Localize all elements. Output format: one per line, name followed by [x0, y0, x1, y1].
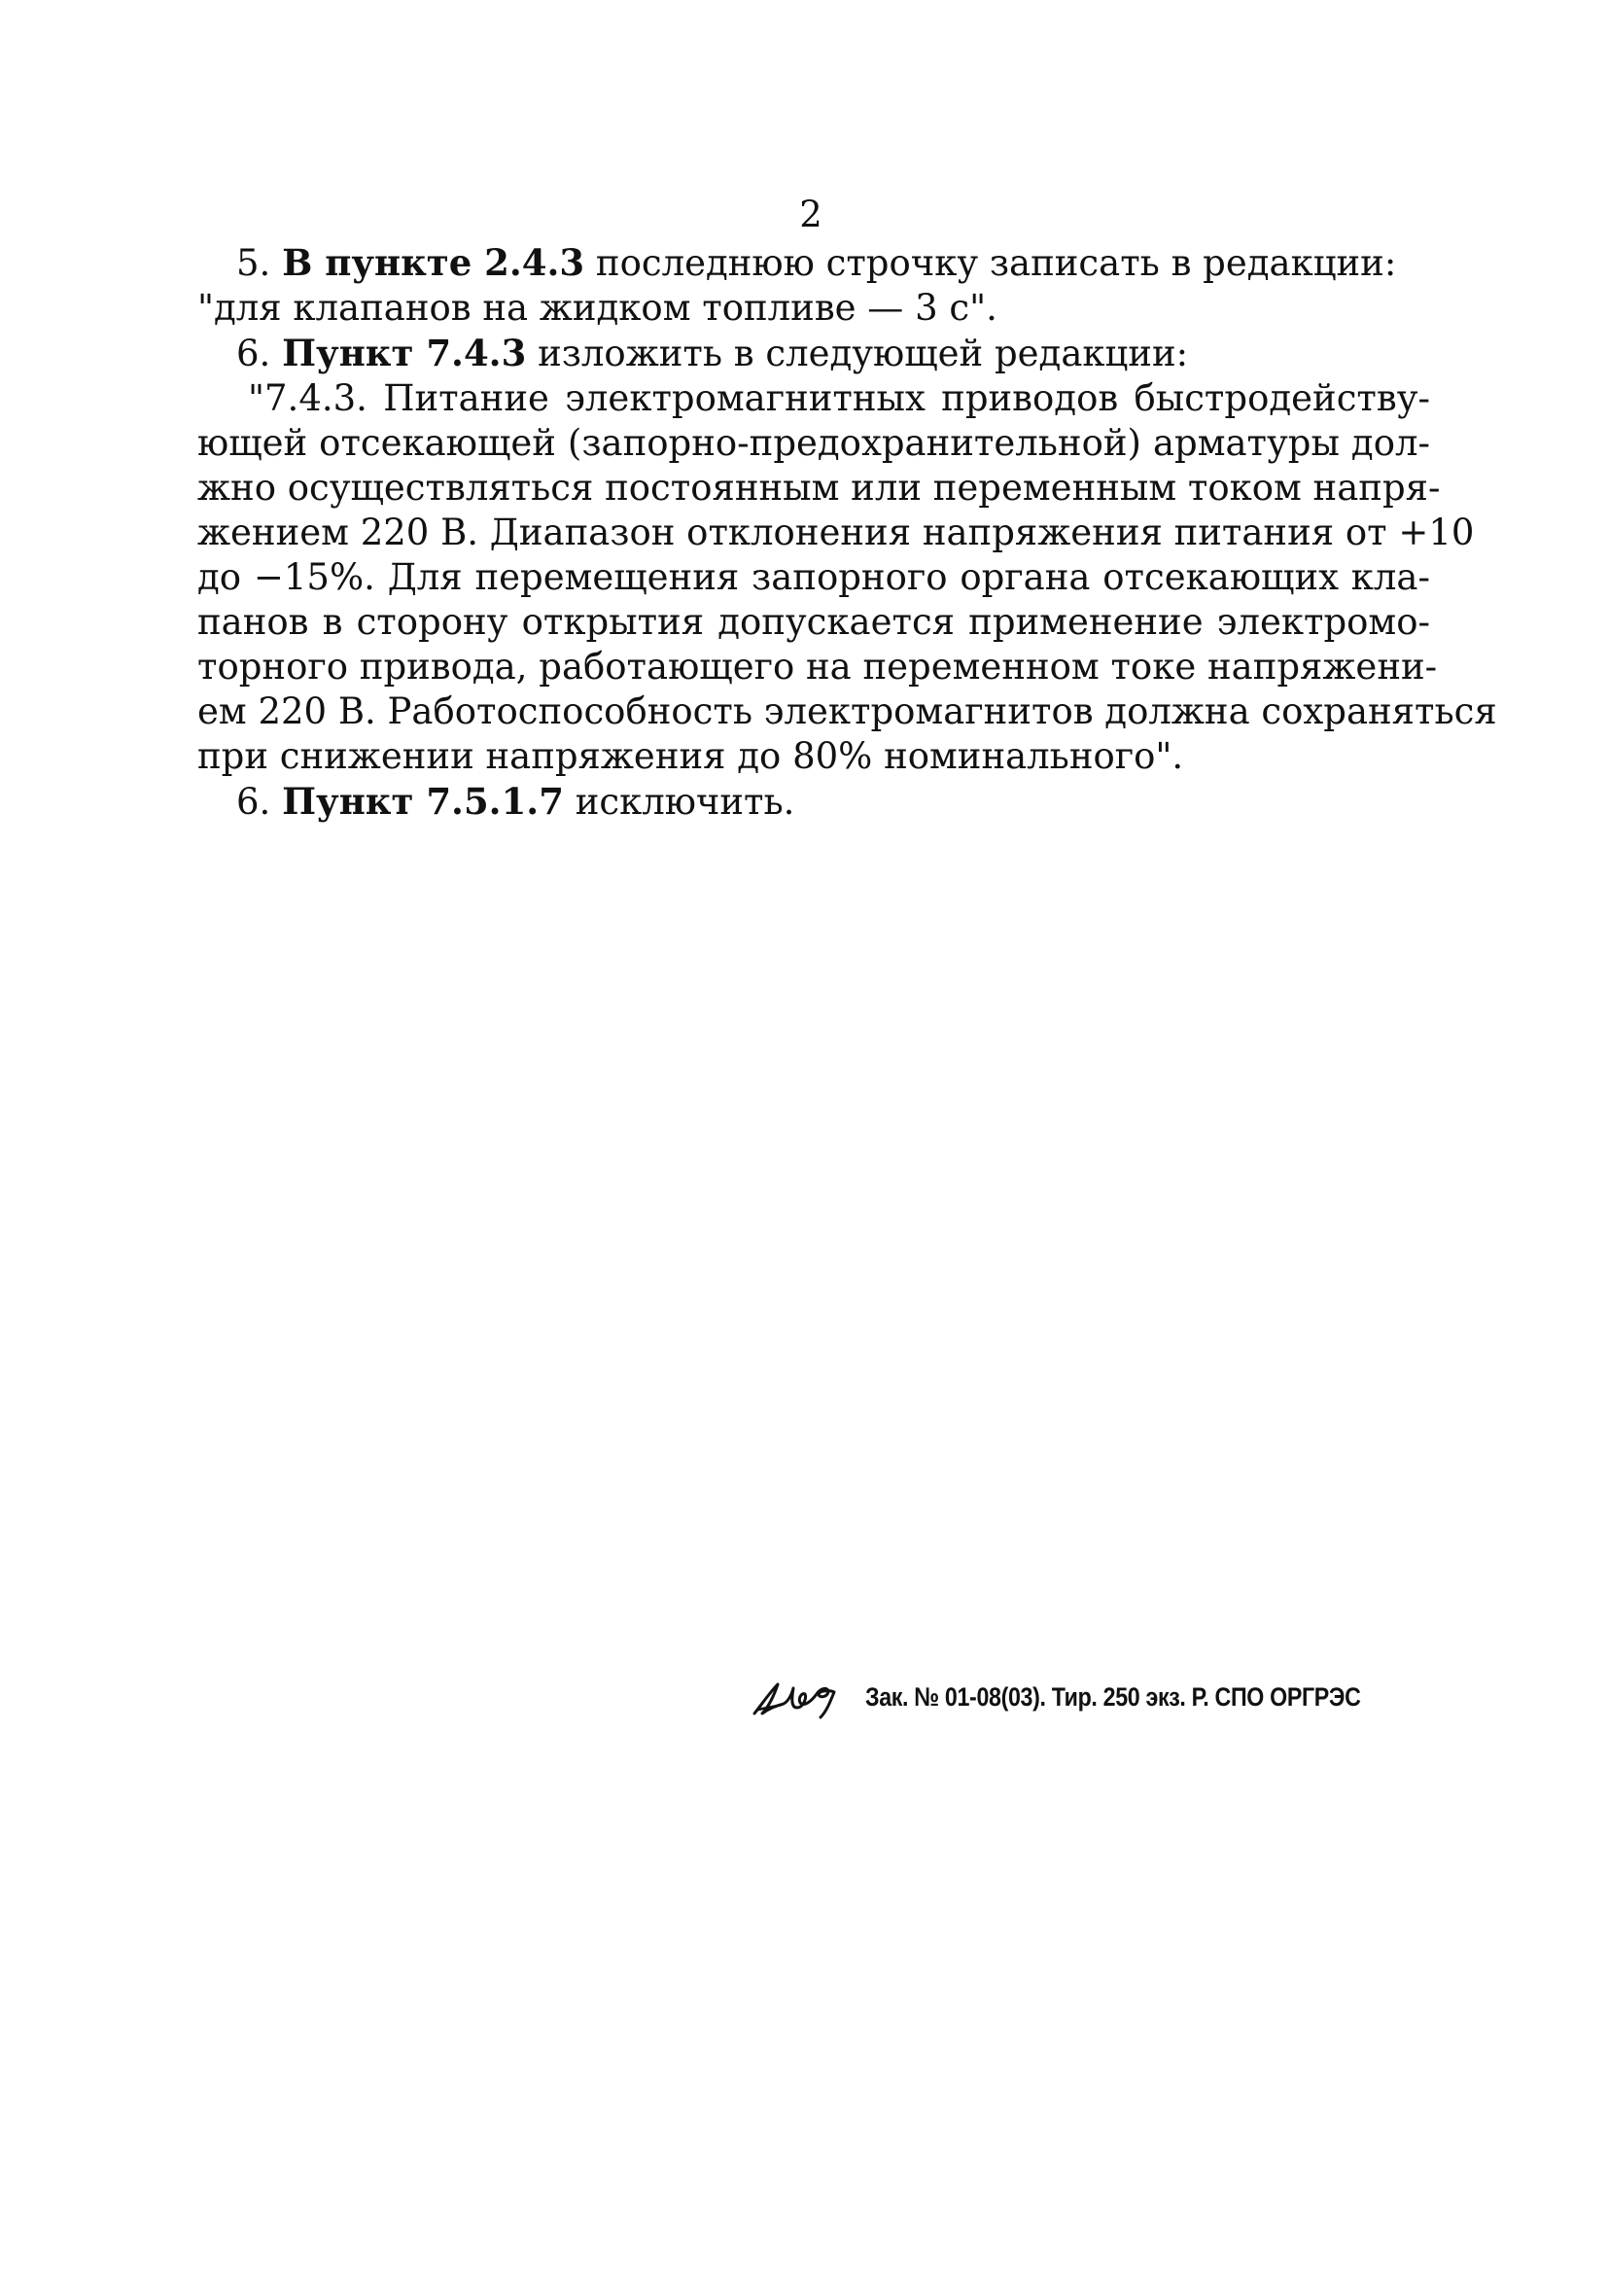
quote-line: панов в сторону открытия допускается применение электромо-	[197, 601, 1430, 643]
print-colophon	[749, 1673, 1441, 1721]
item-5-line-1	[197, 240, 1430, 286]
item-6a-number: 6.	[236, 333, 283, 374]
item-6b	[197, 779, 1430, 825]
quote-line: ющей отсекающей (запорно-предохранительной) арматуры дол-	[197, 422, 1430, 464]
item-6b-text: исключить.	[563, 781, 795, 823]
quote-line: торного привода, работающего на переменном токе напряжени-	[197, 646, 1438, 688]
quoted-clause-7-4-3	[197, 376, 1497, 779]
document-body	[197, 240, 1497, 825]
quote-line: жением 220 В. Диапазон отклонения напряжения питания от +10	[197, 512, 1475, 553]
page-number: 2	[799, 194, 822, 235]
quote-line: жно осуществляться постоянным или переменным током напря-	[197, 467, 1441, 509]
quote-line: при снижении напряжения до 80% номинального".	[197, 735, 1184, 777]
quote-line: до −15%. Для перемещения запорного органа отсекающих кла-	[197, 556, 1430, 598]
item-5-reference: В пункте 2.4.3	[282, 241, 585, 284]
item-5-text: последнюю строчку записать в редакции:	[584, 242, 1397, 284]
item-6a	[197, 331, 1430, 376]
quote-line: ем 220 В. Работоспособность электромагнитов должна сохраняться	[197, 690, 1497, 732]
item-6b-number: 6.	[236, 781, 283, 823]
item-5-line-2: "для клапанов на жидком топливе — 3 с".	[197, 287, 997, 329]
item-6b-reference: Пункт 7.5.1.7	[282, 780, 564, 823]
item-6a-reference: Пункт 7.4.3	[282, 332, 527, 374]
item-5-number: 5.	[236, 242, 283, 284]
handwritten-signature	[749, 1675, 844, 1719]
quote-line: "7.4.3. Питание электромагнитных приводов быстродейству-	[248, 377, 1430, 419]
colophon-text: Зак. № 01-08(03). Тир. 250 экз. Р. СПО ОРГРЭС	[865, 1681, 1361, 1712]
item-6a-text: изложить в следующей редакции:	[526, 333, 1189, 374]
